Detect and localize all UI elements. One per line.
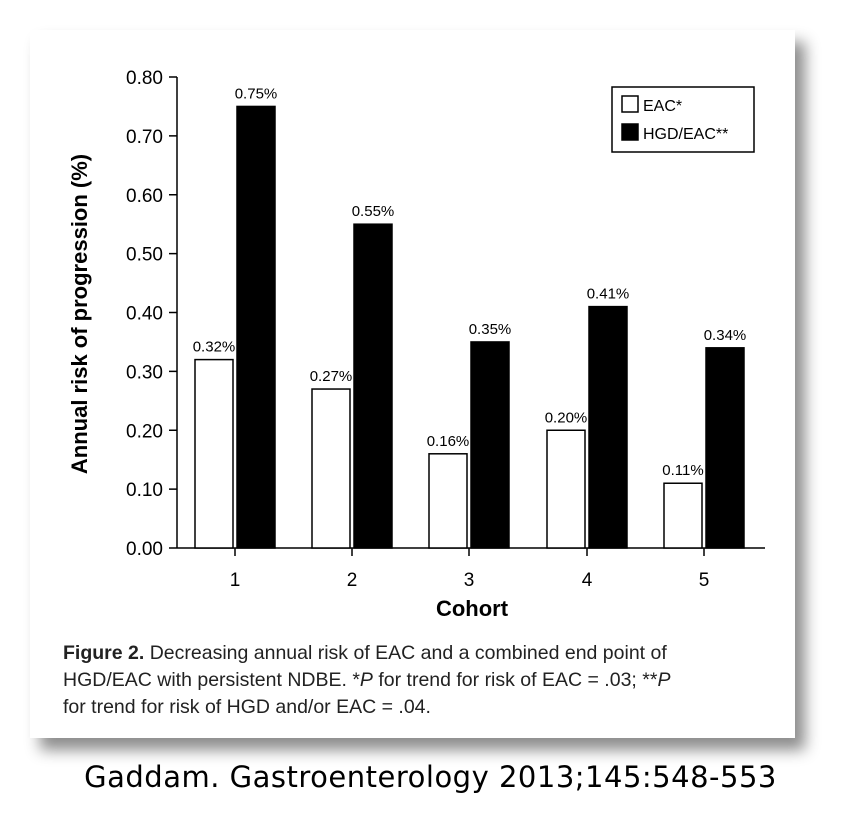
bar-eac bbox=[547, 430, 585, 548]
bar-eac bbox=[664, 483, 702, 548]
y-tick-label: 0.30 bbox=[126, 362, 163, 384]
data-label-eac: 0.20% bbox=[544, 409, 588, 427]
figure-label: Figure 2. bbox=[63, 642, 145, 664]
x-tick-label: 4 bbox=[581, 570, 593, 591]
bar-eac bbox=[195, 360, 233, 548]
caption-p-2: P bbox=[657, 669, 671, 691]
y-tick-label: 0.60 bbox=[126, 185, 163, 207]
source-citation: Gaddam. Gastroenterology 2013;145:548-553 bbox=[84, 760, 777, 794]
data-label-hgd-eac: 0.41% bbox=[586, 285, 630, 303]
data-label-eac: 0.32% bbox=[192, 338, 236, 356]
legend-swatch-hgd-eac bbox=[622, 124, 638, 140]
chart-bars bbox=[193, 85, 747, 548]
x-axis-title: Cohort bbox=[435, 596, 509, 621]
bar-eac bbox=[429, 454, 467, 548]
y-tick-label: 0.00 bbox=[126, 539, 163, 560]
caption-line-2a: HGD/EAC with persistent NDBE. * bbox=[63, 669, 360, 691]
data-label-hgd-eac: 0.35% bbox=[468, 320, 512, 338]
bar-hgd-eac bbox=[706, 348, 744, 548]
y-axis-title: Annual risk of progression (%) bbox=[67, 153, 92, 475]
data-label-hgd-eac: 0.75% bbox=[234, 85, 278, 103]
data-label-hgd-eac: 0.55% bbox=[351, 203, 395, 221]
y-tick-label: 0.50 bbox=[126, 244, 163, 266]
legend-label-hgd-eac: HGD/EAC** bbox=[643, 126, 729, 143]
bar-hgd-eac bbox=[354, 224, 392, 548]
legend-label-eac: EAC* bbox=[643, 98, 683, 115]
x-tick-label: 2 bbox=[346, 570, 358, 591]
caption-line-3: for trend for risk of HGD and/or EAC = .04. bbox=[63, 696, 431, 718]
legend-swatch-eac bbox=[622, 96, 638, 112]
x-tick-label: 1 bbox=[229, 570, 241, 591]
bar-hgd-eac bbox=[589, 307, 627, 548]
figure-caption bbox=[63, 640, 763, 721]
y-tick-label: 0.70 bbox=[126, 126, 163, 148]
data-label-eac: 0.16% bbox=[426, 432, 470, 450]
bar-hgd-eac bbox=[471, 342, 509, 548]
caption-p-1: P bbox=[359, 669, 373, 691]
data-label-eac: 0.11% bbox=[662, 462, 704, 480]
y-tick-label: 0.40 bbox=[126, 303, 163, 325]
bar-eac bbox=[312, 389, 350, 548]
caption-line-2b: for trend for risk of EAC = .03; ** bbox=[372, 669, 658, 691]
x-tick-label: 5 bbox=[698, 570, 710, 591]
caption-line-1: Decreasing annual risk of EAC and a combined end point of bbox=[149, 642, 667, 664]
data-label-hgd-eac: 0.34% bbox=[703, 326, 747, 344]
x-tick-label: 3 bbox=[463, 570, 475, 591]
y-tick-label: 0.20 bbox=[126, 421, 163, 443]
bar-hgd-eac bbox=[237, 106, 275, 548]
chart-legend bbox=[612, 87, 754, 152]
y-tick-label: 0.10 bbox=[126, 480, 163, 502]
y-tick-label: 0.80 bbox=[126, 68, 163, 89]
data-label-eac: 0.27% bbox=[309, 368, 353, 386]
